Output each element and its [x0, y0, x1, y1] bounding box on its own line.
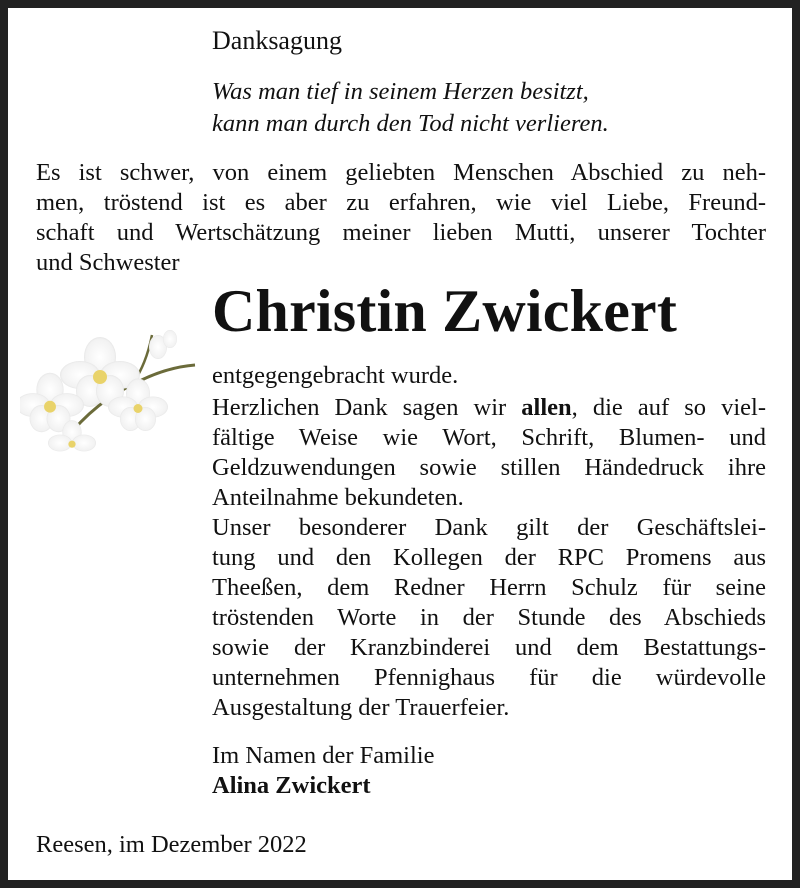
intro-line-2: men, tröstend ist es aber zu erfahren, wie viel Liebe, Freund- — [36, 189, 766, 216]
family-name: Alina Zwickert — [212, 772, 371, 799]
body-line-9: tröstenden Worte in der Stunde des Abschieds — [212, 604, 766, 631]
intro-line-1: Es ist schwer, von einem geliebten Menschen Abschied zu neh- — [36, 159, 766, 186]
body-line-7: tung und den Kollegen der RPC Promens aus — [212, 544, 766, 571]
thanks-post: , die auf so viel- — [571, 394, 766, 421]
body-line-12: Ausgestaltung der Trauerfeier. — [212, 694, 510, 721]
thanks-bold: allen — [521, 394, 572, 421]
body-line-4: Geldzuwendungen sowie stillen Händedruck ihre — [212, 454, 766, 481]
intro-line-3: schaft und Wertschätzung meiner lieben Mutti, unserer Tochter — [36, 219, 766, 246]
intro-line-4: und Schwester — [36, 249, 180, 276]
orchid-icon — [20, 325, 200, 475]
quote-line-2: kann man durch den Tod nicht verlieren. — [212, 110, 609, 137]
body-line-5: Anteilnahme bekundeten. — [212, 484, 464, 511]
heading: Danksagung — [212, 26, 342, 55]
thanks-pre: Herzlichen Dank sagen wir — [212, 394, 522, 421]
deceased-name: Christin Zwickert — [212, 278, 678, 344]
quote-line-1: Was man tief in seinem Herzen besitzt, — [212, 78, 589, 105]
family-label: Im Namen der Familie — [212, 742, 435, 769]
body-line-8: Theeßen, dem Redner Herrn Schulz für seine — [212, 574, 766, 601]
body-line-10: sowie der Kranzbinderei und dem Bestattungs- — [212, 634, 766, 661]
body-line-11: unternehmen Pfennighaus für die würdevolle — [212, 664, 766, 691]
thanks-line — [212, 393, 766, 423]
body-line-1: entgegengebracht wurde. — [212, 362, 459, 389]
body-line-3: fältige Weise wie Wort, Schrift, Blumen- und — [212, 424, 766, 451]
body-line-6: Unser besonderer Dank gilt der Geschäftslei- — [212, 514, 766, 541]
place-date: Reesen, im Dezember 2022 — [36, 831, 307, 858]
